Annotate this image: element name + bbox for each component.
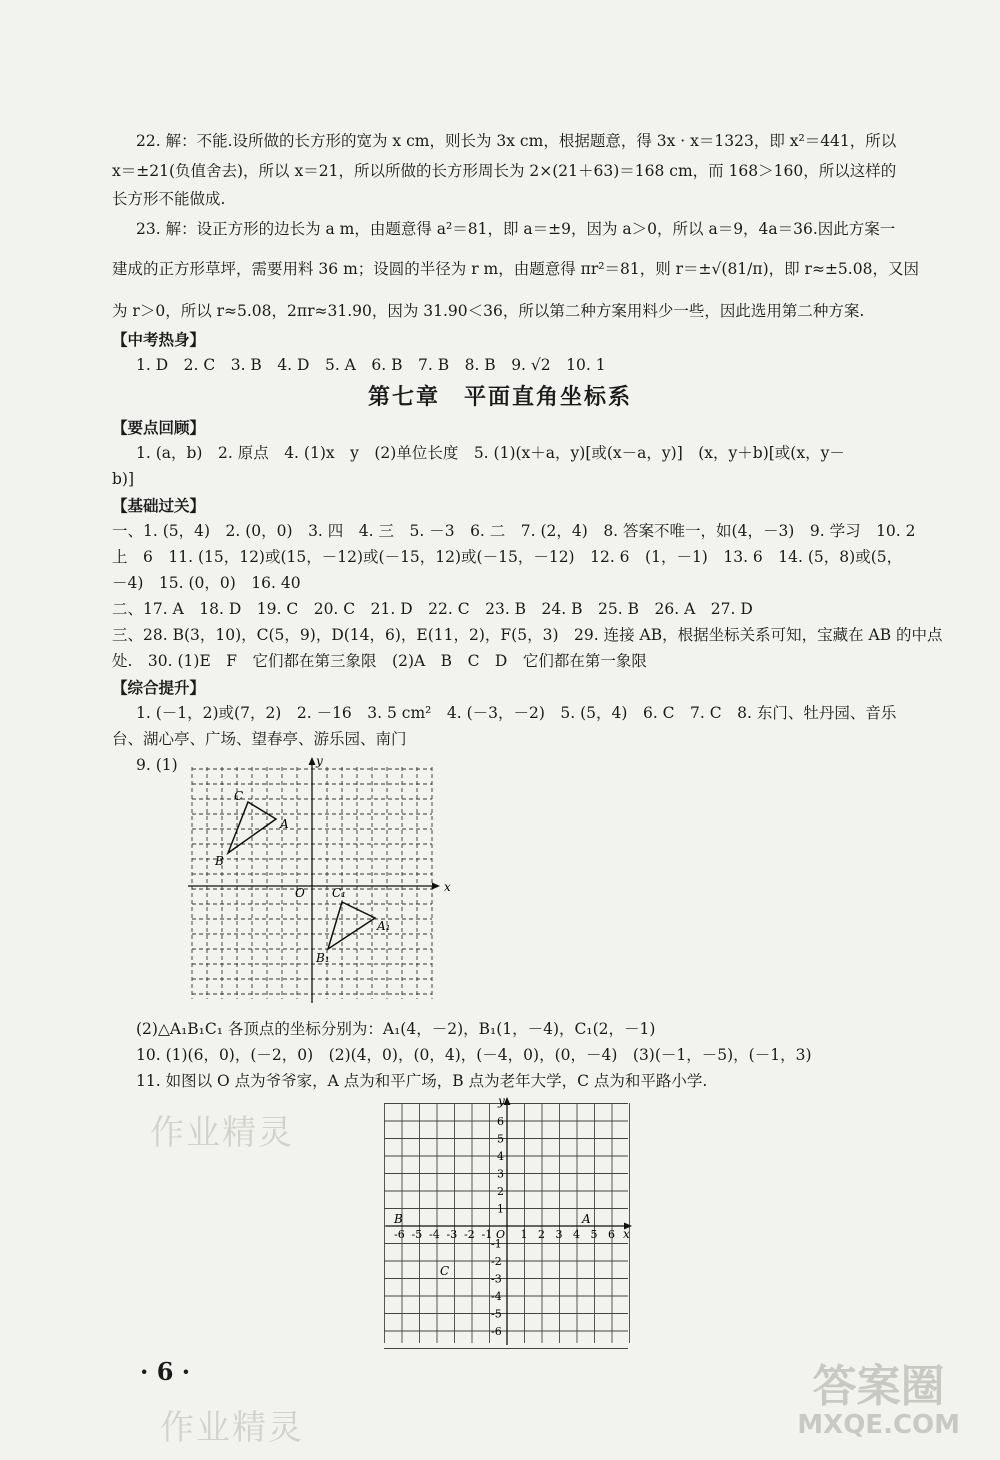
fig2-y-label: y	[498, 1094, 505, 1108]
fig2-x-label: x	[623, 1227, 630, 1241]
fig2-x-tick: -5	[411, 1228, 423, 1241]
watermark-site	[797, 1361, 960, 1440]
jichu-line-1: 一、1. (5，4) 2. (0，0) 3. 四 4. 三 5. －3 6. 二 7. (2，4) 8. 答案不唯一，如(4，－3) 9. 学习 10. 2	[112, 522, 916, 540]
chapter-title: 第七章 平面直角坐标系	[367, 385, 632, 410]
figure-triangle-translation	[180, 755, 450, 1005]
section-jichu: 【基础过关】	[112, 497, 206, 515]
yaodian-line-1: 1. (a，b) 2. 原点 4. (1)x y (2)单位长度 5. (1)(x＋a，y)[或(x－a，y)] (x，y＋b)[或(x，y－	[136, 444, 845, 462]
zonghe-line-1: 1. (－1，2)或(7，2) 2. －16 3. 5 cm² 4. (－3，－2) 5. (5，4) 6. C 7. C 8. 东门、牡丹园、音乐	[136, 704, 897, 722]
fig2-x-tick: 4	[573, 1228, 580, 1241]
section-zonghe: 【综合提升】	[112, 679, 206, 697]
q10-answer: 10. (1)(6，0)，(－2，0) (2)(4，0)，(0，4)，(－4，0)，(0，－4) (3)(－1，－5)，(－1，3)	[136, 1046, 812, 1064]
fig2-y-tick: 6	[497, 1115, 504, 1128]
q22-line-3: 长方形不能做成.	[112, 190, 226, 208]
zonghe-line-2: 台、湖心亭、广场、望春亭、游乐园、南门	[112, 730, 407, 748]
q23-line-1: 23. 解：设正方形的边长为 a m，由题意得 a²＝81，即 a＝±9，因为 a＞0，所以 a＝9，4a＝36.因此方案一	[136, 220, 896, 238]
fig1-label-b1: B₁	[316, 951, 330, 965]
figure-map-grid	[380, 1095, 640, 1350]
fig2-x-tick: -1	[481, 1228, 493, 1241]
triangle-a1b1c1	[328, 902, 375, 949]
fig1-x-arrow	[432, 883, 440, 890]
fig1-label-c1: C₁	[332, 886, 346, 900]
zonghe-line-3: 9. (1)	[136, 756, 178, 774]
q22-line-1: 22. 解：不能.设所做的长方形的宽为 x cm，则长为 3x cm，根据题意，得 3x · x＝1323，即 x²＝441，所以	[136, 132, 897, 150]
q11-answer: 11. 如图以 O 点为爷爷家，A 点为和平广场，B 点为老年大学，C 点为和平路小学.	[136, 1072, 708, 1090]
zhongkao-answers: 1. D 2. C 3. B 4. D 5. A 6. B 7. B 8. B 9. √2 10. 1	[136, 356, 606, 374]
q22-line-2: x＝±21(负值舍去)，所以 x＝21，所以所做的长方形周长为 2×(21＋63)＝168 cm，而 168＞160，所以这样的	[112, 162, 897, 180]
section-zhongkao: 【中考热身】	[112, 331, 206, 349]
fig2-x-tick: 1	[520, 1228, 528, 1241]
jichu-line-5: 三、28. B(3，10)，C(5，9)，D(14，6)，E(11，2)，F(5，3) 29. 连接 AB，根据坐标关系可知，宝藏在 AB 的中点	[112, 626, 943, 644]
section-yaodian: 【要点回顾】	[112, 419, 206, 437]
fig2-y-tick: 1	[497, 1202, 504, 1216]
fig2-y-tick: 4	[497, 1150, 504, 1163]
fig1-y-arrow	[309, 757, 316, 765]
fig2-label-c: C	[440, 1264, 450, 1278]
fig2-y-tick: -3	[491, 1272, 502, 1286]
fig1-x-label: x	[444, 880, 451, 894]
fig2-y-tick: -6	[491, 1325, 502, 1338]
fig2-x-tick: -4	[429, 1228, 440, 1241]
fig2-x-tick: 5	[590, 1228, 598, 1241]
fig2-y-tick: 3	[497, 1167, 504, 1181]
fig2-y-tick: -5	[491, 1307, 502, 1321]
fig2-x-tick: -6	[394, 1228, 405, 1241]
fig2-x-tick: -2	[464, 1228, 475, 1241]
fig1-label-c: C	[234, 789, 244, 803]
fig1-label-b: B	[215, 854, 224, 868]
watermark-1: 作业精灵	[150, 1113, 294, 1153]
watermark-site-url: MXQE.COM	[797, 1410, 960, 1440]
fig1-label-a1: A₁	[377, 919, 391, 933]
page-number: · 6 ·	[140, 1357, 191, 1386]
fig2-origin-label: O	[496, 1228, 506, 1241]
fig2-label-a: A	[582, 1212, 591, 1226]
yaodian-line-2: b)]	[112, 470, 135, 488]
fig1-y-label: y	[316, 754, 323, 768]
fig2-y-tick: -1	[491, 1237, 502, 1251]
fig1-label-a: A	[280, 817, 289, 831]
watermark-2: 作业精灵	[160, 1408, 304, 1448]
jichu-line-6: 处. 30. (1)E F 它们都在第三象限 (2)A B C D 它们都在第一象限	[112, 652, 647, 670]
jichu-line-2: 上 6 11. (15，12)或(15，－12)或(－15，12)或(－15，－12) 12. 6 (1，－1) 13. 6 14. (5，8)或(5，	[112, 548, 903, 566]
q23-line-3: 为 r＞0，所以 r≈5.08，2πr≈31.90，因为 31.90＜36，所以第二种方案用料少一些，因此选用第二种方案.	[112, 302, 865, 320]
jichu-line-4: 二、17. A 18. D 19. C 20. C 21. D 22. C 23. B 24. B 25. B 26. A 27. D	[112, 600, 753, 618]
fig2-y-tick: -4	[491, 1290, 502, 1303]
fig2-x-tick: 3	[555, 1228, 563, 1241]
fig2-x-tick: 2	[538, 1228, 545, 1241]
watermark-site-logo: 答案圈	[812, 1361, 945, 1412]
q23-line-2: 建成的正方形草坪，需要用料 36 m；设圆的半径为 r m，由题意得 πr²＝81，则 r＝±√(81/π)，即 r≈±5.08，又因	[112, 260, 919, 278]
fig2-label-b: B	[394, 1212, 403, 1226]
fig2-y-tick: 2	[497, 1185, 504, 1198]
fig2-x-tick: 6	[608, 1228, 615, 1241]
fig2-y-tick: -2	[491, 1255, 502, 1268]
fig2-x-tick: -3	[446, 1228, 458, 1241]
fig1-origin-label: O	[295, 886, 305, 900]
jichu-line-3: －4) 15. (0，0) 16. 40	[112, 574, 301, 592]
fig1-answer: (2)△A₁B₁C₁ 各顶点的坐标分别为：A₁(4，－2)，B₁(1，－4)，C₁(2，－1)	[136, 1020, 656, 1038]
fig2-y-tick: 5	[497, 1132, 504, 1146]
